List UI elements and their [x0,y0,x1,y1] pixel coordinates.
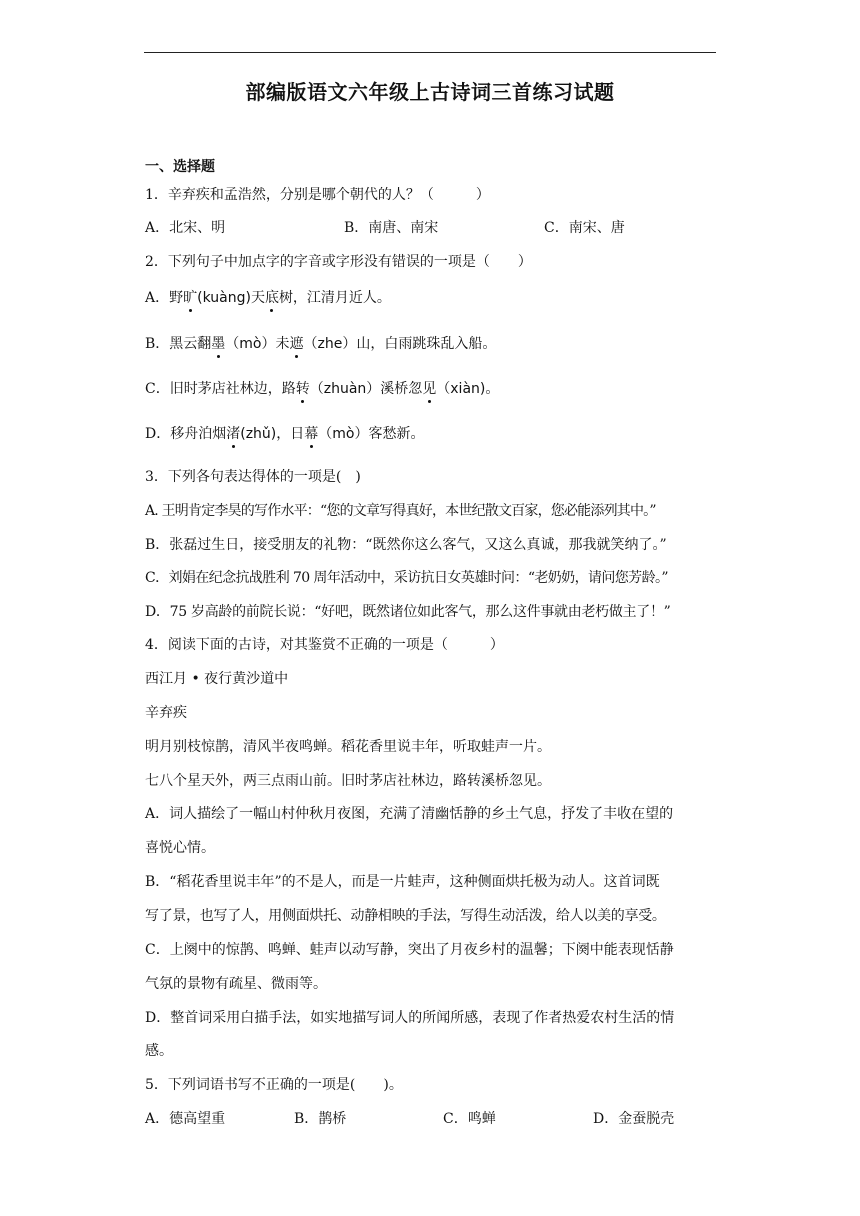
text-segment: D．移舟泊烟 [145,426,227,442]
q2-option-b [145,335,720,353]
question-5-stem: 5．下列词语书写不正确的一项是( )。 [145,1077,403,1093]
q5-option-a: A．德高望重 [145,1111,226,1127]
dotted-char: 旷 [183,290,198,306]
q1-option-b: B．南唐、南宋 [344,220,439,236]
header-rule [144,52,716,53]
q4-option-c: C．上阕中的惊鹊、鸣蝉、蛙声以动写静，突出了月夜乡村的温馨；下阕中能表现恬静 [145,942,674,958]
q4-option-a: A．词人描绘了一幅山村仲秋月夜图，充满了清幽恬静的乡土气息，抒发了丰收在望的 [145,806,674,822]
text-segment: (kuàng)天 [197,290,265,306]
q3-option-b: B．张磊过生日，接受朋友的礼物：“既然你这么客气，又这么真诚，那我就笑纳了。” [145,537,667,553]
q5-option-b: B．鹊桥 [294,1111,347,1127]
text-segment: C．旧时茅店社林边，路 [145,381,296,397]
text-segment: B．黑云翻 [145,336,212,352]
q4-option-d-cont: 感。 [145,1043,173,1059]
text-segment: （mò）客愁新。 [318,426,425,442]
q3-option-c: C．刘娟在纪念抗战胜利 70 周年活动中，采访抗日女英雄时问：“老奶奶，请问您芳龄。” [145,570,668,586]
dotted-char: 转 [295,381,310,397]
question-2-stem: 2．下列句子中加点字的字音或字形没有错误的一项是（ ） [145,254,532,270]
q4-option-c-cont: 气氛的景物有疏星、微雨等。 [145,976,327,992]
poem-line: 七八个星天外，两三点雨山前。旧时茅店社林边，路转溪桥忽见。 [145,773,551,789]
dotted-char: 墨 [211,336,226,352]
q2-option-a [145,289,720,307]
dotted-char: 渚 [226,426,241,442]
q4-option-b: B．“稻花香里说丰年”的不是人，而是一片蛙声，这种侧面烘托极为动人。这首词既 [145,874,660,890]
text-segment: （xiàn)。 [436,381,500,397]
text-segment: （mò）未 [225,336,290,352]
poem-author: 辛弃疾 [145,705,187,721]
q4-option-d: D．整首词采用白描手法，如实地描写词人的所闻所感，表现了作者热爱农村生活的情 [145,1010,675,1026]
q3-option-d: D．75 岁高龄的前院长说：“好吧，既然诸位如此客气，那么这件事就由老朽做主了！” [145,604,671,620]
text-segment: A．野 [145,290,184,306]
text-segment: （zhuàn）溪桥忽 [309,381,423,397]
question-1-stem: 1．辛弃疾和孟浩然，分别是哪个朝代的人？（ ） [145,187,490,203]
dotted-char: 底 [264,290,279,306]
text-segment: （zhe）山，白雨跳珠乱入船。 [303,336,497,352]
q1-option-a: A．北宋、明 [145,220,226,236]
q5-option-d: D．金蚕脱壳 [593,1111,675,1127]
q1-option-c: C．南宋、唐 [544,220,625,236]
question-3-stem: 3．下列各句表达得体的一项是( ) [145,469,361,485]
poem-title: 西江月 • 夜行黄沙道中 [145,671,289,687]
section-heading: 一、选择题 [145,159,215,175]
q5-option-c: C．鸣蝉 [443,1111,496,1127]
dotted-char: 遮 [289,336,304,352]
page-title: 部编版语文六年级上古诗词三首练习试题 [245,80,615,104]
q2-option-d [145,425,720,443]
question-4-stem: 4．阅读下面的古诗，对其鉴赏不正确的一项是（ ） [145,637,504,653]
text-segment: 树，江清月近人。 [278,290,391,306]
dotted-char: 见 [422,381,437,397]
dotted-char: 幕 [304,426,319,442]
q4-option-a-cont: 喜悦心情。 [145,840,215,856]
text-segment: (zhǔ)，日 [240,426,305,442]
q4-option-b-cont: 写了景，也写了人，用侧面烘托、动静相映的手法，写得生动活泼，给人以美的享受。 [145,908,666,924]
poem-line: 明月别枝惊鹊，清风半夜鸣蝉。稻花香里说丰年，听取蛙声一片。 [145,739,551,755]
q3-option-a: A. 王明肯定李昊的写作水平：“您的文章写得真好，本世纪散文百家，您必能添列其中。” [145,503,656,519]
q2-option-c [145,380,720,398]
